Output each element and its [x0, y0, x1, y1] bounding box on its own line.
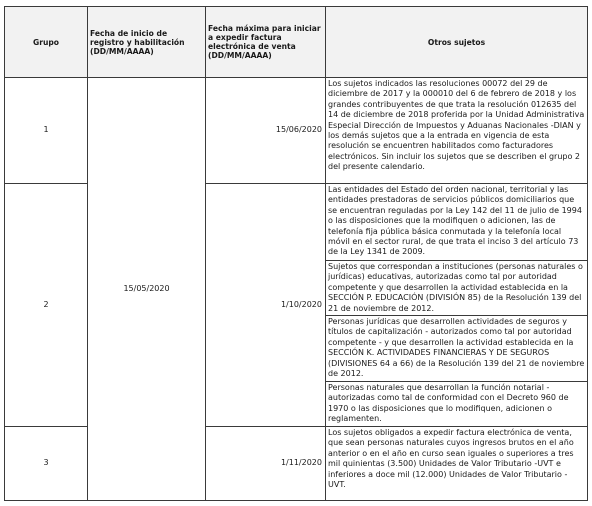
fecha-maxima-cell: 1/11/2020 [206, 427, 326, 501]
header-grupo: Grupo [5, 7, 88, 78]
fecha-maxima-cell: 1/10/2020 [206, 184, 326, 427]
header-otros-sujetos: Otros sujetos [326, 7, 588, 78]
grupo-cell: 3 [5, 427, 88, 501]
sujeto-cell: Los sujetos indicados las resoluciones 00072 del 29 de diciembre de 2017 y la 000010 del 6 de febrero de 2018 y los grandes contribuyentes de que trata la resolución 012635 del 14 de diciembre de 2018 proferida por la Unidad Administrativa Especial Dirección de Impuestos y Aduanas Nacionales -DIAN y los demás sujetos que a la entrada en vigencia de esta resolución se encuentren habilitados como facturadores electrónicos. Sin incluir los sujetos que se describen el grupo 2 del presente calendario. [326, 78, 588, 184]
calendar-table-container [4, 6, 588, 501]
sujeto-cell: Las entidades del Estado del orden nacional, territorial y las entidades prestadoras de servicios públicos domiciliarios que se encuentran reguladas por la Ley 142 del 11 de julio de 1994 o las disposiciones que la modifiquen o adicionen, las de telefonía fija pública básica conmutada y la telefonía local móvil en el sector rural, de que trata el inciso 3 del artículo 73 de la Ley 1341 de 2009. [326, 184, 588, 261]
table-row [5, 78, 588, 184]
calendar-table [4, 6, 588, 501]
grupo-cell: 1 [5, 78, 88, 184]
grupo-cell: 2 [5, 184, 88, 427]
header-row [5, 7, 588, 78]
header-fecha-maxima: Fecha máxima para iniciar a expedir factura electrónica de venta (DD/MM/AAAA) [206, 7, 326, 78]
header-fecha-inicio: Fecha de inicio de registro y habilitación (DD/MM/AAAA) [88, 7, 206, 78]
sujeto-cell: Personas jurídicas que desarrollen actividades de seguros y títulos de capitalización - autorizados como tal por autoridad competente - y que desarrollen la actividad establecida en la SECCIÓN K. ACTIVIDADES FINANCIERAS Y DE SEGUROS (DIVISIONES 64 a 66) de la Resolución 139 del 21 de noviembre de 2012. [326, 316, 588, 382]
sujeto-cell: Sujetos que correspondan a instituciones (personas naturales o jurídicas) educativas, autorizadas como tal por autoridad competente y que desarrollen la actividad establecida en la SECCIÓN P. EDUCACIÓN (DIVISIÓN 85) de la Resolución 139 del 21 de noviembre de 2012. [326, 261, 588, 316]
sujeto-cell: Los sujetos obligados a expedir factura electrónica de venta, que sean personas naturales cuyos ingresos brutos en el año anterior o en el año en curso sean iguales o superiores a tres mil quinientas (3.500) Unidades de Valor Tributario -UVT e inferiores a doce mil (12.000) Unidades de Valor Tributario - UVT. [326, 427, 588, 501]
fecha-maxima-cell: 15/06/2020 [206, 78, 326, 184]
sujeto-cell: Personas naturales que desarrollan la función notarial - autorizadas como tal de conformidad con el Decreto 960 de 1970 o las disposiciones que lo modifiquen, adicionen o reglamenten. [326, 382, 588, 427]
fecha-inicio-cell: 15/05/2020 [88, 78, 206, 501]
